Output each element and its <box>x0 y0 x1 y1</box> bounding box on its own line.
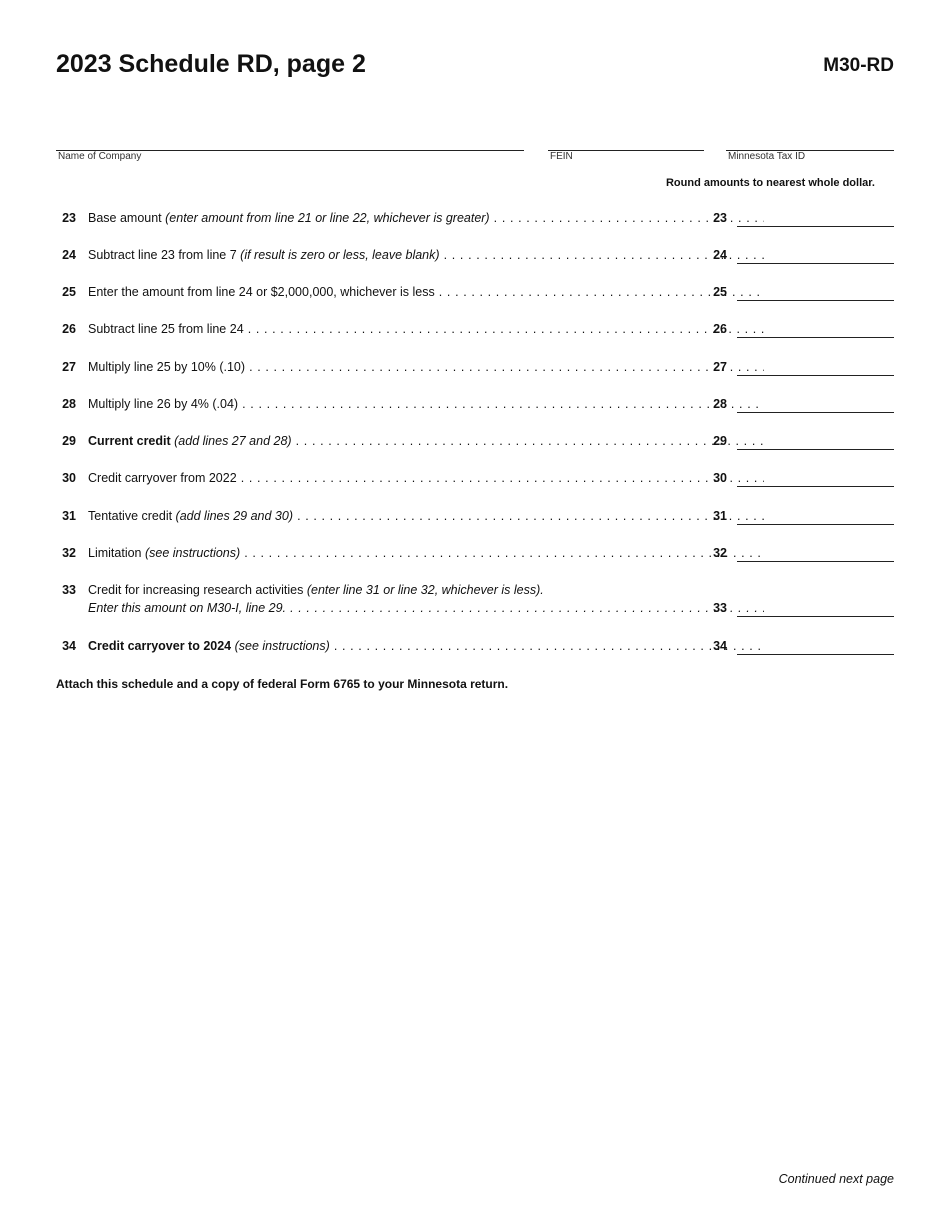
line-ref-number: 25 <box>713 285 727 299</box>
round-note: Round amounts to nearest whole dollar. <box>665 177 875 189</box>
line-25-amount-input[interactable] <box>737 285 894 301</box>
line-number: 31 <box>62 509 76 523</box>
tax-id-label: Minnesota Tax ID <box>728 151 806 162</box>
line-33-amount-input[interactable] <box>737 601 894 617</box>
line-description: Credit for increasing research activities (enter line 31 or line 32, whichever is less). <box>88 583 544 597</box>
line-description: Current credit (add lines 27 and 28) . . . <box>88 434 764 448</box>
line-ref-number: 31 <box>713 509 727 523</box>
line-32-amount-input[interactable] <box>737 546 894 562</box>
line-number: 27 <box>62 360 76 374</box>
line-description: Base amount (enter amount from line 21 or line 22, whichever is greater) . . . <box>88 211 764 225</box>
line-number: 30 <box>62 471 76 485</box>
line-description: Subtract line 25 from line 24 . . . <box>88 322 764 336</box>
line-ref-number: 23 <box>713 211 727 225</box>
line-ref-number: 32 <box>713 546 727 560</box>
line-description: Multiply line 25 by 10% (.10) . . . <box>88 360 764 374</box>
line-ref-number: 33 <box>713 601 727 615</box>
line-description: Limitation (see instructions) . . . <box>88 546 764 560</box>
line-27-amount-input[interactable] <box>737 360 894 376</box>
line-23-amount-input[interactable] <box>737 211 894 227</box>
attach-note: Attach this schedule and a copy of federal Form 6765 to your Minnesota return. <box>56 677 509 691</box>
tax-id-field <box>726 150 894 162</box>
fein-label: FEIN <box>550 151 573 162</box>
line-number: 33 <box>62 583 76 597</box>
line-ref-number: 26 <box>713 322 727 336</box>
line-ref-number: 34 <box>713 639 727 653</box>
fein-input[interactable] <box>548 129 704 150</box>
line-34-amount-input[interactable] <box>737 639 894 655</box>
line-ref-number: 29 <box>713 434 727 448</box>
line-number: 34 <box>62 639 76 653</box>
line-number: 23 <box>62 211 76 225</box>
line-ref-number: 30 <box>713 471 727 485</box>
company-name-label: Name of Company <box>58 151 142 162</box>
line-number: 26 <box>62 322 76 336</box>
line-ref-number: 27 <box>713 360 727 374</box>
page-title: 2023 Schedule RD, page 2 <box>56 50 366 78</box>
line-description: Enter the amount from line 24 or $2,000,000, whichever is less . . . <box>88 285 764 299</box>
line-number: 32 <box>62 546 76 560</box>
line-26-amount-input[interactable] <box>737 322 894 338</box>
fein-field <box>548 150 704 162</box>
line-24-amount-input[interactable] <box>737 248 894 264</box>
line-30-amount-input[interactable] <box>737 471 894 487</box>
line-number: 25 <box>62 285 76 299</box>
line-ref-number: 28 <box>713 397 727 411</box>
form-code: M30-RD <box>823 55 894 76</box>
line-number: 29 <box>62 434 76 448</box>
line-description-continued: Enter this amount on M30-I, line 29. . . . <box>88 601 764 615</box>
continued-note: Continued next page <box>778 1172 894 1186</box>
tax-id-input[interactable] <box>726 129 894 150</box>
line-description: Subtract line 23 from line 7 (if result is zero or less, leave blank) . . . <box>88 248 764 262</box>
company-name-input[interactable] <box>56 129 524 150</box>
line-29-amount-input[interactable] <box>737 434 894 450</box>
line-description: Credit carryover from 2022 . . . <box>88 471 764 485</box>
line-number: 28 <box>62 397 76 411</box>
line-description: Multiply line 26 by 4% (.04) . . . <box>88 397 764 411</box>
line-ref-number: 24 <box>713 248 727 262</box>
line-28-amount-input[interactable] <box>737 397 894 413</box>
line-number: 24 <box>62 248 76 262</box>
line-description: Tentative credit (add lines 29 and 30) . . . <box>88 509 764 523</box>
line-description: Credit carryover to 2024 (see instructions) . . . <box>88 639 764 653</box>
company-name-field <box>56 150 524 162</box>
line-31-amount-input[interactable] <box>737 509 894 525</box>
form-line-33 <box>56 583 894 617</box>
